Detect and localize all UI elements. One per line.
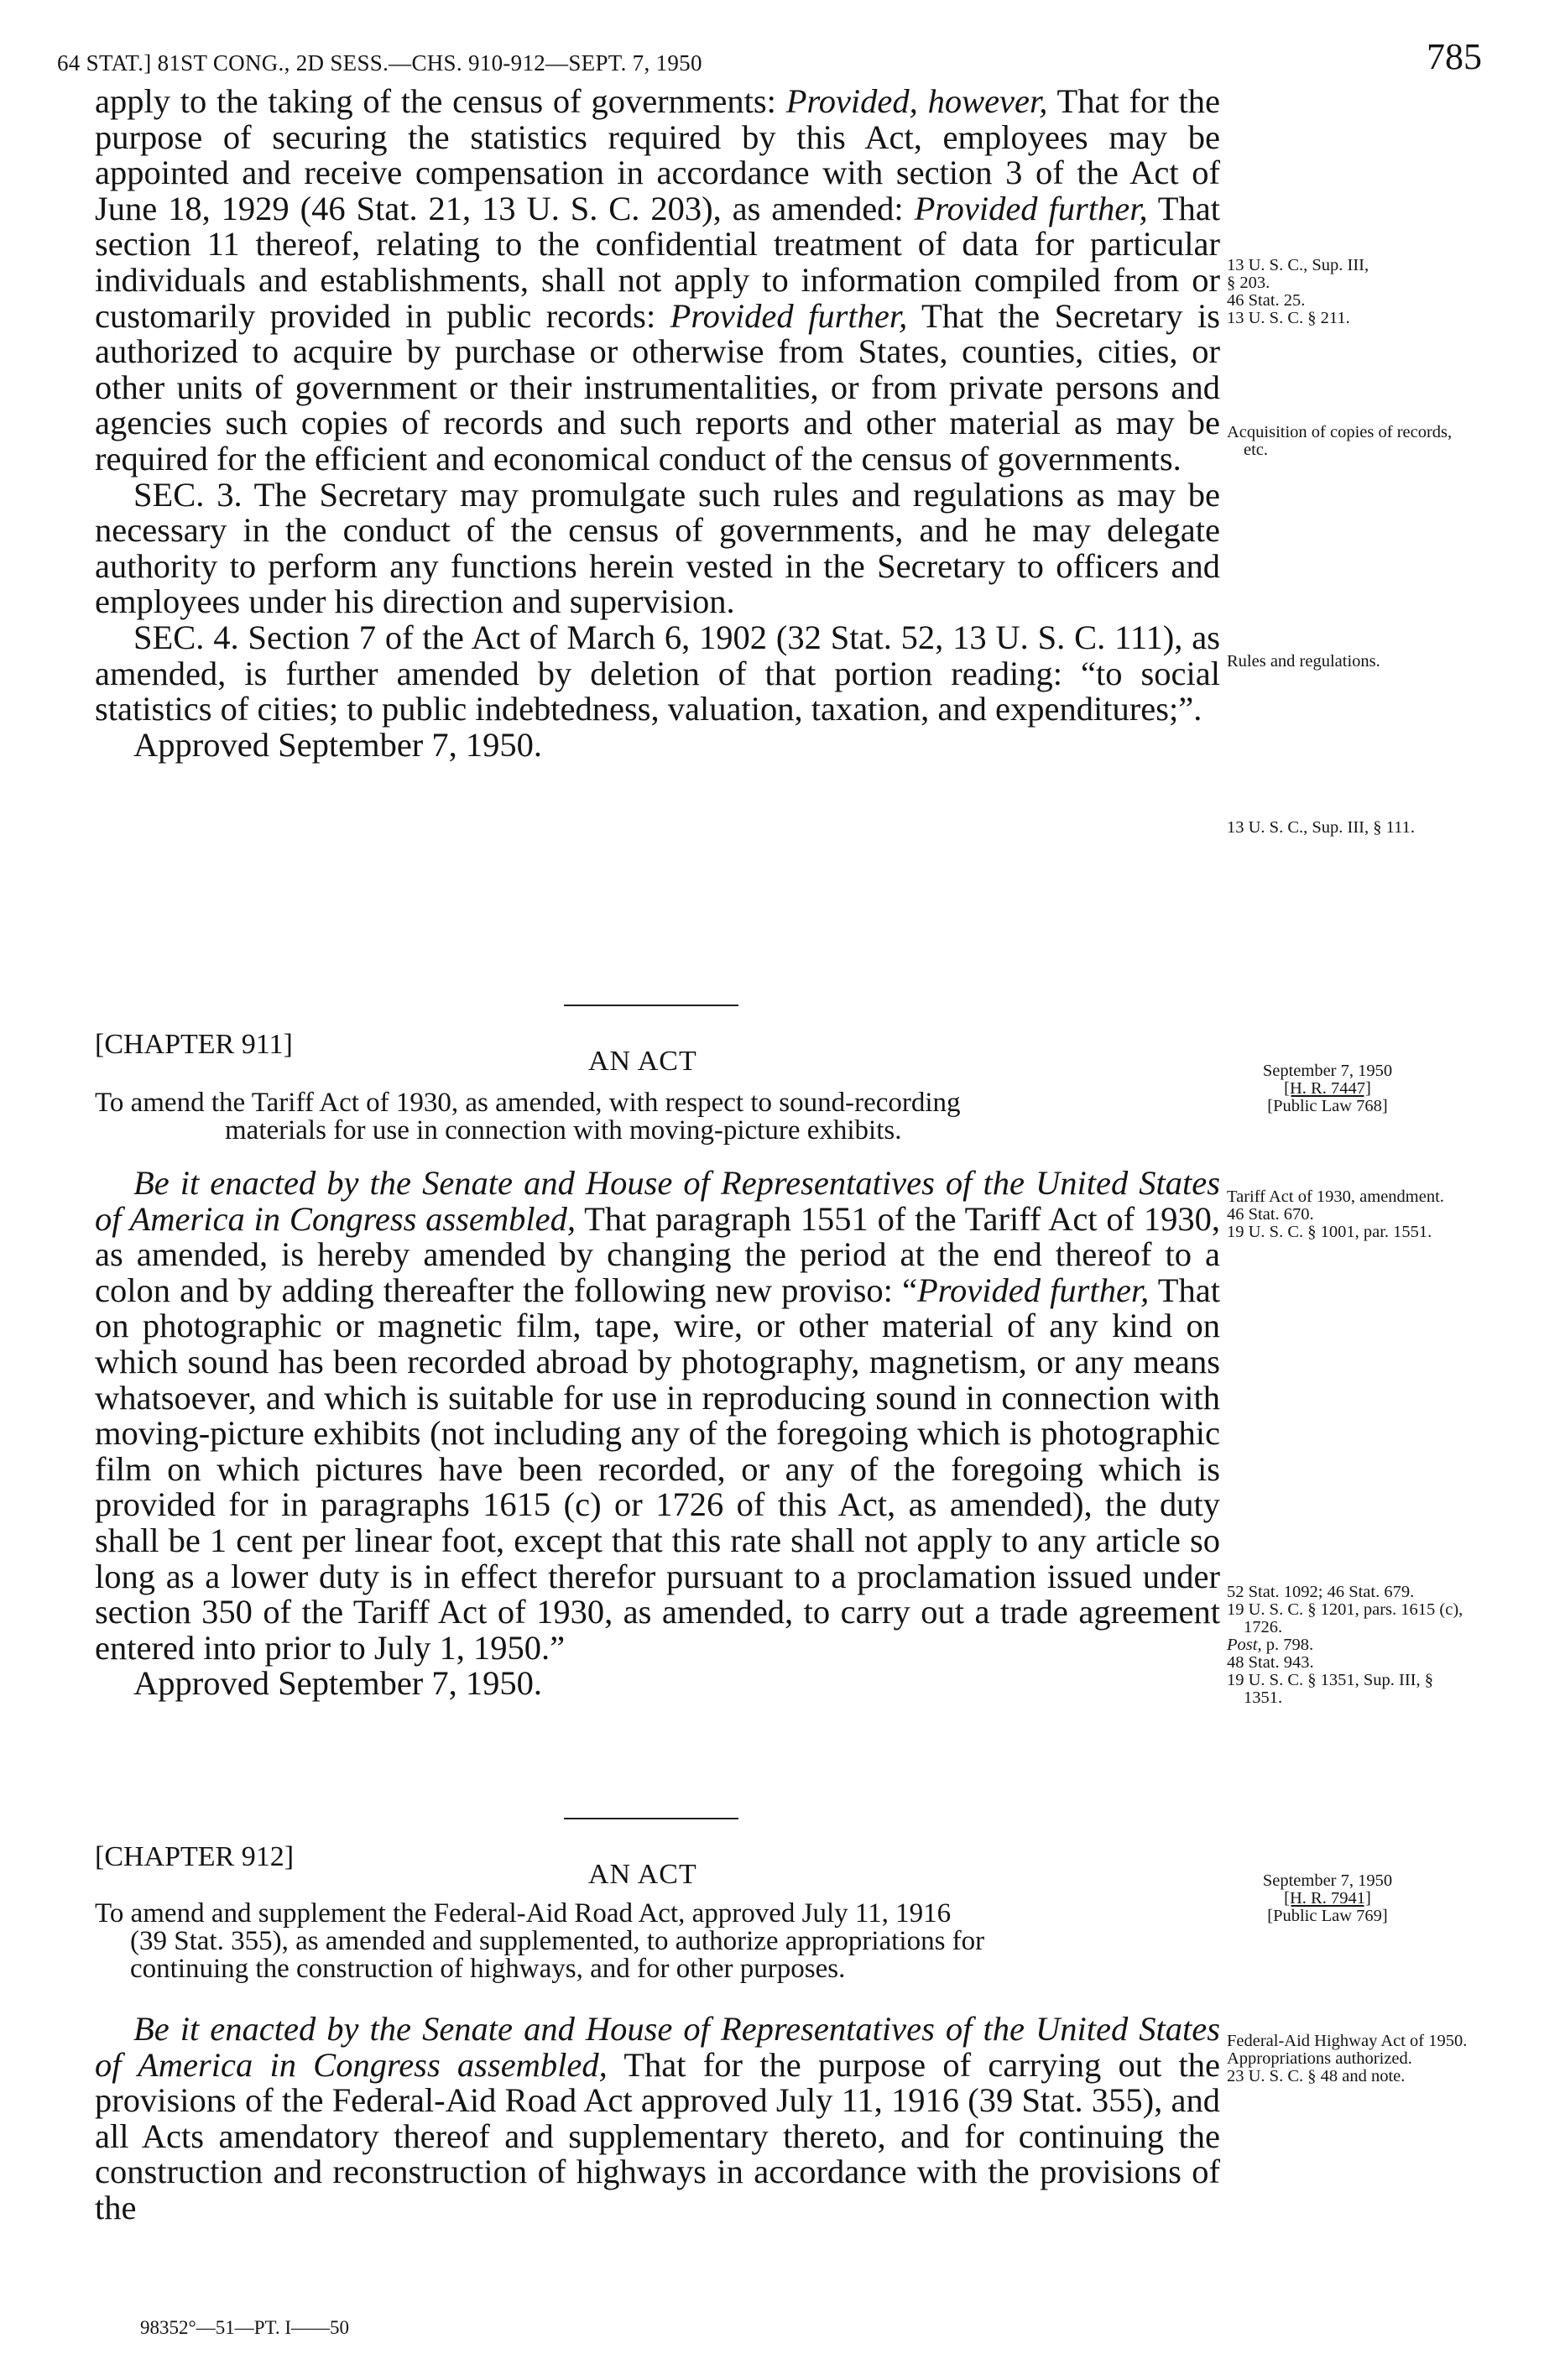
paragraph-provisos: apply to the taking of the census of governments: Provided, however, That for the purpose of securing the statistics required by this Act, employees may be appointed and receive compensation in accordance with section 3 of the Act of June 18, 1929 (46 Stat. 21, 13 U. S. C. 203), as amended: Provided further, That section 11 thereof, relating to the confidential treatment of data for particular individuals and establishments, shall not apply to information compiled from or customarily provided in public records: Provided further, That the Secretary is authorized to acquire by purchase or otherwise from States, counties, cities, or other units of government or their instrumentalities, or from private persons and agencies such copies of records and such reports and other material as may be required for the efficient and economical conduct of the census of governments. xyxy=(95,82,1221,478)
margin-note-rules: Rules and regulations. xyxy=(1227,652,1380,671)
section-divider xyxy=(564,1005,738,1006)
approval-line: Approved September 7, 1950. xyxy=(133,725,543,764)
bill-number: [H. R. 7941] xyxy=(1284,1889,1371,1908)
public-law-number: [Public Law 769] xyxy=(1267,1907,1388,1925)
act-heading: AN ACT xyxy=(588,1859,697,1890)
chapter-911-purpose: To amend the Tariff Act of 1930, as amended, with respect to sound-recording materials for use in connection with moving-picture exhibits. xyxy=(95,1088,961,1146)
chapter-910-continuation xyxy=(95,84,1220,763)
chapter-911-body xyxy=(95,1166,1220,1702)
margin-note-citation: 13 U. S. C., Sup. III, § 203. 46 Stat. 25. 13 U. S. C. § 211. xyxy=(1227,256,1369,327)
chapter-912-body xyxy=(95,2012,1220,2226)
approval-date: September 7, 1950 xyxy=(1262,1871,1393,1890)
chapter-912-label: [CHAPTER 912] xyxy=(95,1841,295,1872)
page-number: 785 xyxy=(1427,36,1482,77)
margin-note-enactment-911 xyxy=(1227,1062,1428,1115)
margin-note-citation: 13 U. S. C., Sup. III, § 111. xyxy=(1227,818,1415,837)
margin-note-citations: 52 Stat. 1092; 46 Stat. 679. 19 U. S. C. § 1201, pars. 1615 (c), 1726. Post, p. 798. 48 Stat. 943. 19 U. S. C. § 1351, Sup. III, § 1351. xyxy=(1227,1583,1463,1707)
print-code: 98352°—51—PT. I——50 xyxy=(140,2317,349,2338)
section-4: SEC. 4. Section 7 of the Act of March 6, 1902 (32 Stat. 52, 13 U. S. C. 111), as amended, is further amended by deletion of that portion reading: “to social statistics of cities; to public indebtedness, valuation, taxation, and expenditures;”. xyxy=(95,618,1220,728)
margin-note-highway: Federal-Aid Highway Act of 1950. Appropriations authorized. 23 U. S. C. § 48 and note. xyxy=(1227,2032,1468,2085)
approval-date: September 7, 1950 xyxy=(1262,1062,1393,1080)
chapter-912-text: Be it enacted by the Senate and House of Representatives of the United States of America in Congress assembled, That for the purpose of carrying out the provisions of the Federal-Aid Road Act approved July 11, 1916 (39 Stat. 355), and all Acts amendatory thereof and supplementary thereto, and for continuing the construction and reconstruction of highways in accordance with the provisions of the xyxy=(95,2010,1220,2226)
bill-number: [H. R. 7447] xyxy=(1284,1079,1371,1098)
enacting-clause: Be it enacted by the Senate and House of Representatives of the United States of America in Congress assembled, xyxy=(95,1164,1220,1238)
section-3: SEC. 3. The Secretary may promulgate such rules and regulations as may be necessary in the conduct of the census of governments, and he may delegate authority to perform any functions herein vested in the Secretary to officers and employees under his direction and supervision. xyxy=(95,475,1220,621)
chapter-911-label: [CHAPTER 911] xyxy=(95,1029,293,1060)
running-head: 64 STAT.] 81ST CONG., 2D SESS.—CHS. 910-912—SEPT. 7, 1950 xyxy=(57,50,702,76)
enacting-clause: Be it enacted by the Senate and House of Representatives of the United States of America in Congress assembled, xyxy=(95,2010,1220,2084)
margin-note-tariff: Tariff Act of 1930, amendment. 46 Stat. 670. 19 U. S. C. § 1001, par. 1551. xyxy=(1227,1187,1444,1241)
margin-note-acquisition: Acquisition of copies of records, etc. xyxy=(1227,423,1453,459)
act-heading: AN ACT xyxy=(588,1046,697,1077)
approval-line: Approved September 7, 1950. xyxy=(133,1664,543,1703)
chapter-911-text: Be it enacted by the Senate and House of Representatives of the United States of America in Congress assembled, That paragraph 1551 of the Tariff Act of 1930, as amended, is hereby amended by changing the period at the end thereof to a colon and by adding thereafter the following new proviso: “Provided further, That on photographic or magnetic film, tape, wire, or other material of any kind on which sound has been recorded abroad by photography, magnetism, or any means whatsoever, and which is suitable for use in reproducing sound in connection with moving-picture exhibits (not including any of the foregoing which is photographic film on which pictures have been recorded, or any of the foregoing which is provided for in paragraphs 1615 (c) or 1726 of this Act, as amended), the duty shall be 1 cent per linear foot, except that this rate shall not apply to any article so long as a lower duty is in effect therefor pursuant to a proclamation issued under section 350 of the Tariff Act of 1930, as amended, to carry out a trade agreement entered into prior to July 1, 1950.” xyxy=(95,1164,1220,1667)
margin-note-enactment-912 xyxy=(1227,1872,1428,1925)
public-law-number: [Public Law 768] xyxy=(1267,1097,1388,1115)
chapter-912-purpose: To amend and supplement the Federal-Aid Road Act, approved July 11, 1916 (39 Stat. 355), as amended and supplemented, to authorize appropriations for continuing the construction of highways, and for other purposes. xyxy=(95,1898,985,1984)
section-divider xyxy=(564,1818,738,1819)
